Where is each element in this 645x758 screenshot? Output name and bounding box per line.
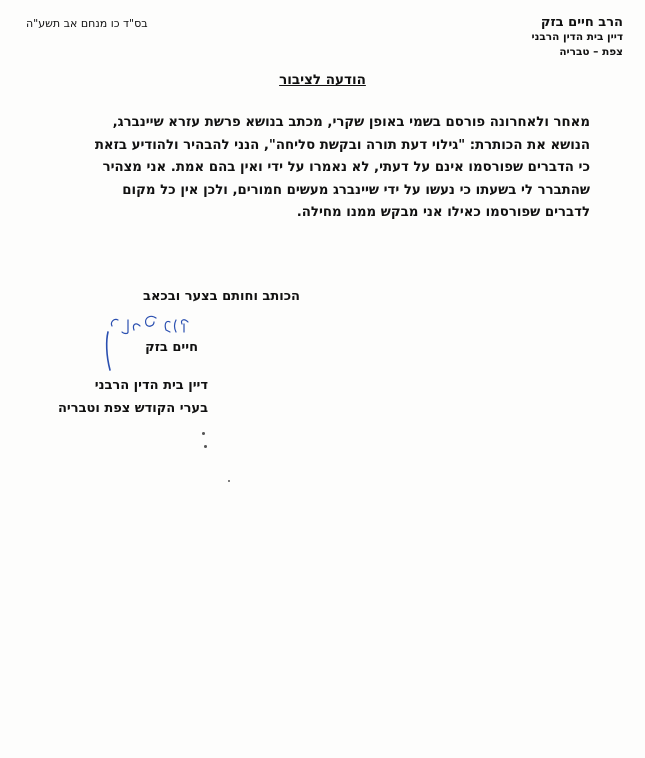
signer-name: חיים בזק (145, 340, 198, 355)
scan-speck (228, 480, 230, 482)
scan-speck (202, 432, 205, 435)
letterhead-name: הרב חיים בזק (540, 15, 623, 30)
closing-line: הכותב וחותם בצער ובכאב (143, 289, 300, 304)
letterhead (532, 15, 623, 60)
signer-role: דיין בית הדין הרבני (94, 378, 208, 393)
letter-date: בס"ד כו מנחם אב תשע"ה (26, 17, 148, 30)
body-line: לדברים שפורסמו כאילו אני מבקש ממנו מחילה. (296, 205, 590, 220)
body-line: הנושא את הכותרת: "גילוי דעת תורה ובקשת סליחה", הנני להבהיר ולהודיע בזאת (94, 137, 590, 153)
body-line: שהתברר לי בשעתו כי נעשו על ידי שיינברג מעשים חמורים, ולכן אין כל מקום (122, 182, 590, 198)
body-line: כי הדברים שפורסמו אינם על דעתי, לא נאמרו על ידי ואין בהם אמת. אני מצהיר (102, 160, 590, 175)
letter-body (50, 112, 590, 225)
signer-region: בערי הקודש צפת וטבריה (57, 401, 208, 416)
document-title: הודעה לציבור (279, 72, 366, 88)
letterhead-location: צפת – טבריה (559, 46, 623, 58)
letterhead-title: דיין בית הדין הרבני (531, 31, 623, 43)
body-line: מאחר ולאחרונה פורסם בשמי באופן שקרי, מכתב בנושא פרשת עזרא שיינברג, (112, 115, 590, 130)
scan-speck (204, 445, 207, 448)
